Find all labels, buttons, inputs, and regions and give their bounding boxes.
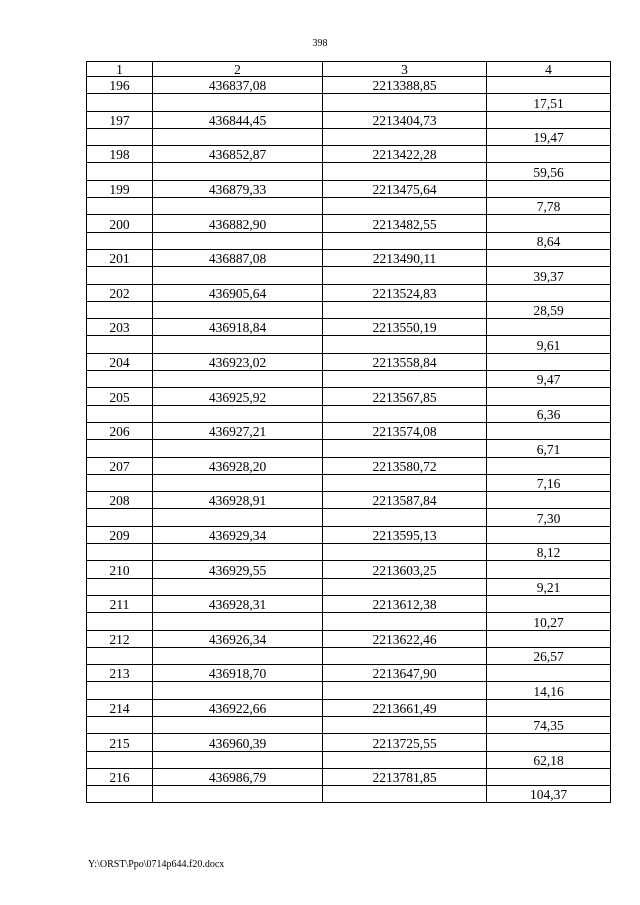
x-coordinate-cell: 436905,64	[153, 284, 323, 301]
distance-spacer-cell	[487, 319, 611, 336]
x-coordinate-cell: 436927,21	[153, 422, 323, 439]
x-coordinate-cell: 436922,66	[153, 699, 323, 716]
x-coordinate-cell: 436852,87	[153, 146, 323, 163]
distance-cell: 62,18	[487, 751, 611, 768]
distance-spacer-cell	[487, 595, 611, 612]
spacer-cell	[323, 786, 487, 803]
footer-file-path: Y:\ORST\Ppo\0714p644.f20.docx	[88, 859, 225, 870]
table-row	[87, 94, 611, 111]
spacer-cell	[323, 128, 487, 145]
point-number-cell: 204	[87, 353, 153, 370]
spacer-cell	[87, 198, 153, 215]
y-coordinate-cell: 2213490,11	[323, 249, 487, 266]
x-coordinate-cell: 436928,31	[153, 595, 323, 612]
point-number-cell: 206	[87, 422, 153, 439]
distance-cell: 10,27	[487, 613, 611, 630]
spacer-cell	[153, 198, 323, 215]
table-row	[87, 301, 611, 318]
spacer-cell	[87, 578, 153, 595]
table-row	[87, 613, 611, 630]
column-header-2: 2	[153, 62, 323, 77]
table-row	[87, 682, 611, 699]
x-coordinate-cell: 436926,34	[153, 630, 323, 647]
spacer-cell	[153, 578, 323, 595]
distance-spacer-cell	[487, 422, 611, 439]
distance-cell: 7,30	[487, 509, 611, 526]
table-header-row	[87, 62, 611, 77]
spacer-cell	[153, 371, 323, 388]
spacer-cell	[323, 509, 487, 526]
y-coordinate-cell: 2213580,72	[323, 457, 487, 474]
page-number: 398	[312, 38, 328, 49]
distance-spacer-cell	[487, 734, 611, 751]
point-number-cell: 200	[87, 215, 153, 232]
x-coordinate-cell: 436837,08	[153, 77, 323, 94]
distance-cell: 8,64	[487, 232, 611, 249]
x-coordinate-cell: 436960,39	[153, 734, 323, 751]
point-number-cell: 205	[87, 388, 153, 405]
distance-spacer-cell	[487, 353, 611, 370]
point-number-cell: 203	[87, 319, 153, 336]
spacer-cell	[87, 94, 153, 111]
distance-spacer-cell	[487, 146, 611, 163]
spacer-cell	[87, 544, 153, 561]
y-coordinate-cell: 2213558,84	[323, 353, 487, 370]
distance-spacer-cell	[487, 699, 611, 716]
x-coordinate-cell: 436923,02	[153, 353, 323, 370]
spacer-cell	[323, 716, 487, 733]
y-coordinate-cell: 2213661,49	[323, 699, 487, 716]
y-coordinate-cell: 2213567,85	[323, 388, 487, 405]
spacer-cell	[87, 128, 153, 145]
table-row	[87, 509, 611, 526]
point-number-cell: 215	[87, 734, 153, 751]
x-coordinate-cell: 436879,33	[153, 180, 323, 197]
table-row	[87, 734, 611, 751]
distance-spacer-cell	[487, 77, 611, 94]
spacer-cell	[153, 94, 323, 111]
spacer-cell	[323, 405, 487, 422]
y-coordinate-cell: 2213595,13	[323, 526, 487, 543]
y-coordinate-cell: 2213612,38	[323, 595, 487, 612]
distance-spacer-cell	[487, 388, 611, 405]
spacer-cell	[153, 544, 323, 561]
point-number-cell: 196	[87, 77, 153, 94]
point-number-cell: 214	[87, 699, 153, 716]
y-coordinate-cell: 2213482,55	[323, 215, 487, 232]
spacer-cell	[153, 405, 323, 422]
spacer-cell	[323, 751, 487, 768]
point-number-cell: 211	[87, 595, 153, 612]
table-row	[87, 336, 611, 353]
spacer-cell	[323, 198, 487, 215]
distance-cell: 17,51	[487, 94, 611, 111]
spacer-cell	[323, 267, 487, 284]
table-row	[87, 163, 611, 180]
distance-spacer-cell	[487, 526, 611, 543]
y-coordinate-cell: 2213781,85	[323, 768, 487, 785]
coordinates-table	[86, 61, 611, 803]
y-coordinate-cell: 2213388,85	[323, 77, 487, 94]
spacer-cell	[87, 440, 153, 457]
point-number-cell: 209	[87, 526, 153, 543]
y-coordinate-cell: 2213622,46	[323, 630, 487, 647]
table-row	[87, 215, 611, 232]
column-header-4: 4	[487, 62, 611, 77]
point-number-cell: 216	[87, 768, 153, 785]
spacer-cell	[323, 440, 487, 457]
table-row	[87, 111, 611, 128]
spacer-cell	[153, 613, 323, 630]
spacer-cell	[87, 336, 153, 353]
table-row	[87, 647, 611, 664]
spacer-cell	[153, 440, 323, 457]
spacer-cell	[323, 544, 487, 561]
spacer-cell	[323, 163, 487, 180]
distance-cell: 9,21	[487, 578, 611, 595]
distance-spacer-cell	[487, 457, 611, 474]
spacer-cell	[87, 716, 153, 733]
spacer-cell	[87, 509, 153, 526]
x-coordinate-cell: 436918,84	[153, 319, 323, 336]
table-row	[87, 492, 611, 509]
y-coordinate-cell: 2213422,28	[323, 146, 487, 163]
x-coordinate-cell: 436882,90	[153, 215, 323, 232]
spacer-cell	[153, 336, 323, 353]
table-row	[87, 422, 611, 439]
spacer-cell	[87, 682, 153, 699]
distance-cell: 19,47	[487, 128, 611, 145]
spacer-cell	[87, 647, 153, 664]
spacer-cell	[87, 613, 153, 630]
distance-spacer-cell	[487, 180, 611, 197]
spacer-cell	[323, 371, 487, 388]
x-coordinate-cell: 436887,08	[153, 249, 323, 266]
x-coordinate-cell: 436928,20	[153, 457, 323, 474]
spacer-cell	[153, 647, 323, 664]
spacer-cell	[323, 578, 487, 595]
table-row	[87, 77, 611, 94]
point-number-cell: 199	[87, 180, 153, 197]
point-number-cell: 212	[87, 630, 153, 647]
table-row	[87, 319, 611, 336]
distance-cell: 7,78	[487, 198, 611, 215]
table-row	[87, 440, 611, 457]
table-row	[87, 128, 611, 145]
distance-cell: 14,16	[487, 682, 611, 699]
y-coordinate-cell: 2213647,90	[323, 665, 487, 682]
distance-spacer-cell	[487, 665, 611, 682]
table-row	[87, 232, 611, 249]
column-header-3: 3	[323, 62, 487, 77]
distance-cell: 9,61	[487, 336, 611, 353]
x-coordinate-cell: 436929,34	[153, 526, 323, 543]
y-coordinate-cell: 2213550,19	[323, 319, 487, 336]
spacer-cell	[323, 94, 487, 111]
table-row	[87, 526, 611, 543]
distance-cell: 59,56	[487, 163, 611, 180]
spacer-cell	[87, 371, 153, 388]
table-row	[87, 716, 611, 733]
spacer-cell	[153, 751, 323, 768]
y-coordinate-cell: 2213574,08	[323, 422, 487, 439]
spacer-cell	[153, 163, 323, 180]
table-row	[87, 371, 611, 388]
y-coordinate-cell: 2213404,73	[323, 111, 487, 128]
distance-cell: 9,47	[487, 371, 611, 388]
point-number-cell: 202	[87, 284, 153, 301]
spacer-cell	[153, 128, 323, 145]
point-number-cell: 213	[87, 665, 153, 682]
distance-spacer-cell	[487, 249, 611, 266]
distance-spacer-cell	[487, 215, 611, 232]
table-row	[87, 180, 611, 197]
table-row	[87, 751, 611, 768]
x-coordinate-cell: 436928,91	[153, 492, 323, 509]
table-row	[87, 267, 611, 284]
table-row	[87, 595, 611, 612]
table-row	[87, 474, 611, 491]
y-coordinate-cell: 2213603,25	[323, 561, 487, 578]
table-row	[87, 249, 611, 266]
spacer-cell	[323, 301, 487, 318]
spacer-cell	[323, 647, 487, 664]
point-number-cell: 198	[87, 146, 153, 163]
spacer-cell	[323, 232, 487, 249]
table-row	[87, 388, 611, 405]
x-coordinate-cell: 436929,55	[153, 561, 323, 578]
distance-cell: 39,37	[487, 267, 611, 284]
table-row	[87, 284, 611, 301]
spacer-cell	[153, 682, 323, 699]
spacer-cell	[323, 682, 487, 699]
distance-spacer-cell	[487, 561, 611, 578]
spacer-cell	[153, 474, 323, 491]
spacer-cell	[323, 613, 487, 630]
distance-cell: 74,35	[487, 716, 611, 733]
table-row	[87, 457, 611, 474]
spacer-cell	[153, 232, 323, 249]
table-row	[87, 630, 611, 647]
distance-spacer-cell	[487, 284, 611, 301]
spacer-cell	[153, 267, 323, 284]
table-row	[87, 665, 611, 682]
spacer-cell	[153, 716, 323, 733]
distance-spacer-cell	[487, 768, 611, 785]
table-row	[87, 786, 611, 803]
distance-spacer-cell	[487, 111, 611, 128]
table-row	[87, 768, 611, 785]
distance-cell: 6,36	[487, 405, 611, 422]
distance-cell: 8,12	[487, 544, 611, 561]
spacer-cell	[323, 336, 487, 353]
spacer-cell	[87, 405, 153, 422]
distance-cell: 28,59	[487, 301, 611, 318]
y-coordinate-cell: 2213475,64	[323, 180, 487, 197]
table-row	[87, 405, 611, 422]
table-row	[87, 561, 611, 578]
y-coordinate-cell: 2213725,55	[323, 734, 487, 751]
spacer-cell	[87, 786, 153, 803]
point-number-cell: 207	[87, 457, 153, 474]
table-row	[87, 544, 611, 561]
x-coordinate-cell: 436925,92	[153, 388, 323, 405]
point-number-cell: 197	[87, 111, 153, 128]
x-coordinate-cell: 436918,70	[153, 665, 323, 682]
spacer-cell	[87, 301, 153, 318]
table-body	[87, 62, 611, 803]
spacer-cell	[87, 232, 153, 249]
y-coordinate-cell: 2213524,83	[323, 284, 487, 301]
distance-cell: 104,37	[487, 786, 611, 803]
table-row	[87, 578, 611, 595]
distance-cell: 7,16	[487, 474, 611, 491]
column-header-1: 1	[87, 62, 153, 77]
table-row	[87, 353, 611, 370]
distance-spacer-cell	[487, 492, 611, 509]
distance-spacer-cell	[487, 630, 611, 647]
spacer-cell	[153, 301, 323, 318]
spacer-cell	[87, 474, 153, 491]
x-coordinate-cell: 436844,45	[153, 111, 323, 128]
spacer-cell	[87, 751, 153, 768]
spacer-cell	[87, 267, 153, 284]
table-row	[87, 198, 611, 215]
distance-cell: 6,71	[487, 440, 611, 457]
point-number-cell: 208	[87, 492, 153, 509]
point-number-cell: 210	[87, 561, 153, 578]
distance-cell: 26,57	[487, 647, 611, 664]
spacer-cell	[153, 786, 323, 803]
table-row	[87, 146, 611, 163]
table-row	[87, 699, 611, 716]
x-coordinate-cell: 436986,79	[153, 768, 323, 785]
spacer-cell	[87, 163, 153, 180]
spacer-cell	[153, 509, 323, 526]
point-number-cell: 201	[87, 249, 153, 266]
y-coordinate-cell: 2213587,84	[323, 492, 487, 509]
spacer-cell	[323, 474, 487, 491]
